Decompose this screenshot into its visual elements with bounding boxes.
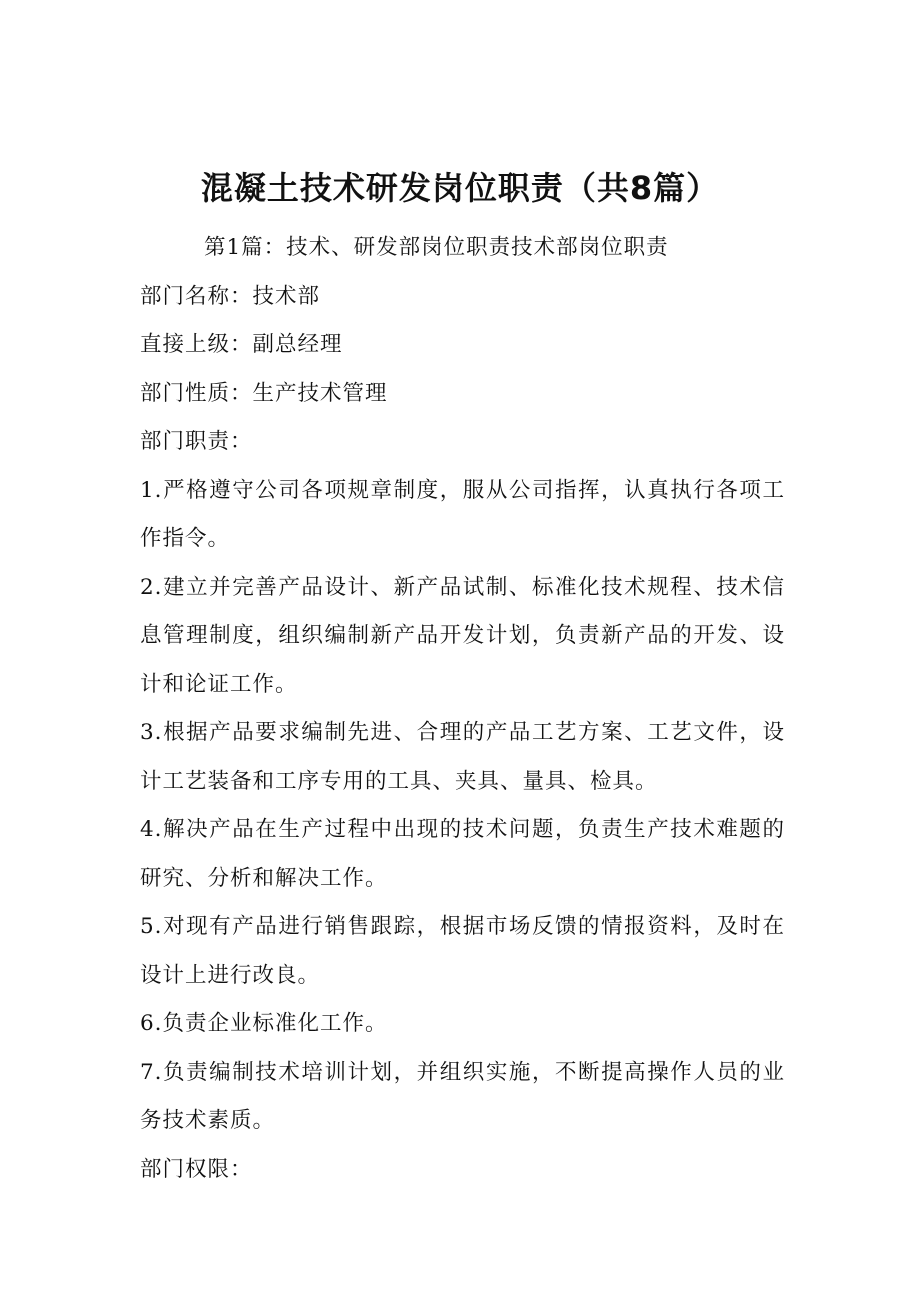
department-duties-heading: 部门职责： [140,429,253,454]
duty-item-2: 2.建立并完善产品设计、新产品试制、标准化技术规程、技术信息管理制度，组织编制新产品开发计划，负责新产品的开发、设计和论证工作。 [140,574,785,697]
duty-item-6: 6.负责企业标准化工作。 [140,1011,388,1036]
direct-supervisor-field: 直接上级：副总经理 [140,332,343,357]
duty-item-5: 5.对现有产品进行销售跟踪，根据市场反馈的情报资料，及时在设计上进行改良。 [140,914,785,988]
page-title: 混凝土技术研发岗位职责（共8篇） [200,169,720,208]
department-name-field: 部门名称：技术部 [140,283,321,309]
duty-item-1: 1.严格遵守公司各项规章制度，服从公司指挥，认真执行各项工作指令。 [140,477,785,551]
section-heading: 第1篇：技术、研发部岗位职责技术部岗位职责 [204,235,669,260]
department-authority-heading: 部门权限： [140,1156,253,1182]
duty-item-4: 4.解决产品在生产过程中出现的技术问题，负责生产技术难题的研究、分析和解决工作。 [140,817,785,891]
duty-item-3: 3.根据产品要求编制先进、合理的产品工艺方案、工艺文件，设计工艺装备和工序专用的工具、夹具、量具、检具。 [140,720,785,794]
duty-item-7: 7.负责编制技术培训计划，并组织实施，不断提高操作人员的业务技术素质。 [140,1059,785,1133]
document-body [140,224,785,1194]
department-nature-field: 部门性质：生产技术管理 [140,380,388,406]
